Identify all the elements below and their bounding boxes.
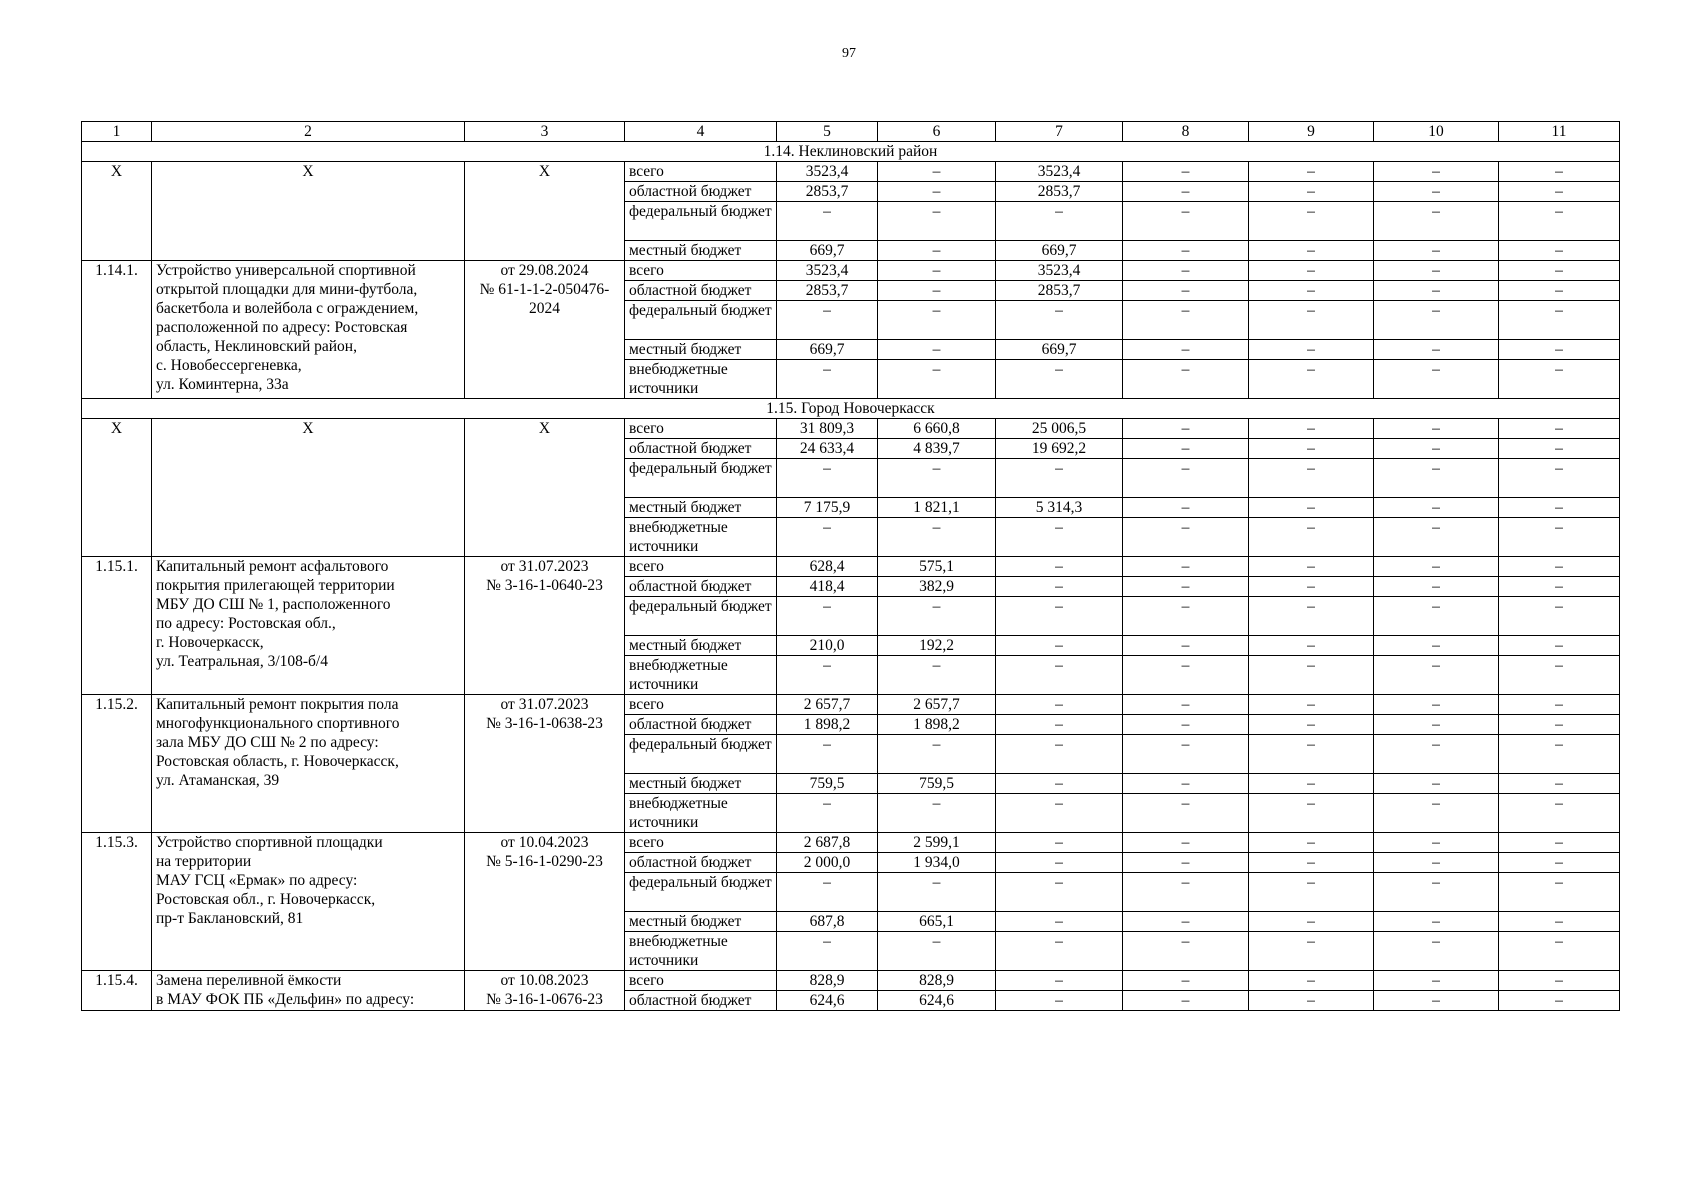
funding-source-label: местный бюджет	[625, 241, 777, 261]
amount-cell: –	[1123, 774, 1249, 794]
funding-source-label: внебюджетные источники	[625, 518, 777, 557]
amount-cell: –	[996, 597, 1123, 636]
amount-cell: 2853,7	[996, 281, 1123, 301]
amount-cell: –	[878, 241, 996, 261]
amount-cell: –	[1374, 873, 1499, 912]
amount-cell: –	[777, 597, 878, 636]
amount-cell: –	[1249, 241, 1374, 261]
amount-cell: –	[878, 597, 996, 636]
amount-cell: –	[1374, 971, 1499, 991]
amount-cell: 7 175,9	[777, 498, 878, 518]
amount-cell: –	[777, 794, 878, 833]
item-description: Устройство спортивной площадки на территории МАУ ГСЦ «Ермак» по адресу: Ростовская обл., г. Новочеркасск, пр-т Баклановский, 81	[152, 833, 465, 971]
amount-cell: –	[1499, 202, 1620, 241]
item-description: Капитальный ремонт асфальтового покрытия прилегающей территории МБУ ДО СШ № 1, расположенного по адресу: Ростовская обл., г. Новочеркасск, ул. Театральная, 3/108-б/4	[152, 557, 465, 695]
amount-cell: –	[1123, 873, 1249, 912]
amount-cell: 687,8	[777, 912, 878, 932]
amount-cell: –	[996, 301, 1123, 340]
funding-source-label: всего	[625, 419, 777, 439]
funding-source-label: внебюджетные источники	[625, 656, 777, 695]
amount-cell: 3523,4	[996, 162, 1123, 182]
amount-cell: –	[1374, 518, 1499, 557]
amount-cell: –	[1499, 459, 1620, 498]
amount-cell: –	[1374, 597, 1499, 636]
amount-cell: –	[1499, 498, 1620, 518]
funding-source-label: федеральный бюджет	[625, 459, 777, 498]
amount-cell: –	[1249, 735, 1374, 774]
table-row	[82, 971, 1620, 991]
amount-cell: –	[1249, 459, 1374, 498]
amount-cell: –	[1249, 853, 1374, 873]
amount-cell: 2 657,7	[878, 695, 996, 715]
amount-cell: –	[1374, 991, 1499, 1011]
funding-source-label: федеральный бюджет	[625, 873, 777, 912]
amount-cell: –	[1249, 912, 1374, 932]
amount-cell: –	[1123, 241, 1249, 261]
table-row	[82, 833, 1620, 853]
amount-cell: 828,9	[777, 971, 878, 991]
amount-cell: –	[996, 695, 1123, 715]
amount-cell: 2 657,7	[777, 695, 878, 715]
amount-cell: –	[1499, 419, 1620, 439]
funding-source-label: внебюджетные источники	[625, 932, 777, 971]
amount-cell: –	[1249, 281, 1374, 301]
table-row	[82, 557, 1620, 577]
amount-cell: –	[1123, 656, 1249, 695]
amount-cell: 1 898,2	[878, 715, 996, 735]
column-header: 10	[1374, 122, 1499, 142]
funding-source-label: местный бюджет	[625, 636, 777, 656]
amount-cell: –	[1499, 261, 1620, 281]
amount-cell: –	[1123, 419, 1249, 439]
amount-cell: 24 633,4	[777, 439, 878, 459]
amount-cell: –	[1249, 439, 1374, 459]
amount-cell: –	[1123, 715, 1249, 735]
amount-cell: –	[878, 518, 996, 557]
column-header: 4	[625, 122, 777, 142]
amount-cell: –	[1374, 459, 1499, 498]
amount-cell: 2 687,8	[777, 833, 878, 853]
amount-cell: –	[1249, 991, 1374, 1011]
amount-cell: –	[1249, 597, 1374, 636]
item-description: Устройство универсальной спортивной открытой площадки для мини-футбола, баскетбола и волейбола с ограждением, расположенной по адресу: Ростовская область, Неклиновский район, с. Новобессергеневка, ул. Коминтерна, 33а	[152, 261, 465, 399]
amount-cell: –	[1374, 833, 1499, 853]
amount-cell: –	[1249, 202, 1374, 241]
item-number: Х	[82, 419, 152, 557]
amount-cell: –	[1499, 794, 1620, 833]
column-header: 8	[1123, 122, 1249, 142]
amount-cell: –	[777, 735, 878, 774]
amount-cell: –	[1123, 991, 1249, 1011]
amount-cell: –	[1249, 498, 1374, 518]
amount-cell: –	[1499, 873, 1620, 912]
funding-source-label: всего	[625, 557, 777, 577]
amount-cell: –	[1123, 735, 1249, 774]
funding-source-label: областной бюджет	[625, 853, 777, 873]
amount-cell: –	[1249, 636, 1374, 656]
amount-cell: 4 839,7	[878, 439, 996, 459]
amount-cell: 669,7	[996, 241, 1123, 261]
amount-cell: 3523,4	[996, 261, 1123, 281]
amount-cell: 759,5	[777, 774, 878, 794]
item-number: 1.15.4.	[82, 971, 152, 1011]
amount-cell: –	[1123, 498, 1249, 518]
amount-cell: –	[777, 459, 878, 498]
amount-cell: –	[1374, 695, 1499, 715]
amount-cell: –	[1374, 261, 1499, 281]
amount-cell: –	[1374, 715, 1499, 735]
amount-cell: –	[1374, 794, 1499, 833]
amount-cell: –	[878, 182, 996, 202]
amount-cell: –	[1374, 241, 1499, 261]
amount-cell: –	[1123, 162, 1249, 182]
column-header: 7	[996, 122, 1123, 142]
amount-cell: –	[878, 794, 996, 833]
amount-cell: –	[1249, 557, 1374, 577]
amount-cell: –	[996, 202, 1123, 241]
funding-source-label: областной бюджет	[625, 577, 777, 597]
amount-cell: –	[1123, 360, 1249, 399]
amount-cell: 210,0	[777, 636, 878, 656]
item-description: Замена переливной ёмкости в МАУ ФОК ПБ «Дельфин» по адресу:	[152, 971, 465, 1011]
funding-source-label: всего	[625, 261, 777, 281]
amount-cell: –	[1249, 301, 1374, 340]
amount-cell: 19 692,2	[996, 439, 1123, 459]
amount-cell: –	[1499, 340, 1620, 360]
funding-source-label: федеральный бюджет	[625, 202, 777, 241]
amount-cell: –	[996, 360, 1123, 399]
amount-cell: 828,9	[878, 971, 996, 991]
amount-cell: 25 006,5	[996, 419, 1123, 439]
amount-cell: –	[1499, 735, 1620, 774]
funding-source-label: всего	[625, 162, 777, 182]
amount-cell: 31 809,3	[777, 419, 878, 439]
item-description: Капитальный ремонт покрытия пола многофункционального спортивного зала МБУ ДО СШ № 2 по адресу: Ростовская область, г. Новочеркасск, ул. Атаманская, 39	[152, 695, 465, 833]
amount-cell: –	[777, 932, 878, 971]
amount-cell: –	[1123, 971, 1249, 991]
column-header: 6	[878, 122, 996, 142]
funding-source-label: областной бюджет	[625, 715, 777, 735]
column-header: 5	[777, 122, 878, 142]
amount-cell: –	[1249, 695, 1374, 715]
funding-source-label: всего	[625, 971, 777, 991]
amount-cell: 669,7	[996, 340, 1123, 360]
amount-cell: –	[1499, 991, 1620, 1011]
amount-cell: –	[777, 656, 878, 695]
amount-cell: 3523,4	[777, 261, 878, 281]
amount-cell: –	[1123, 202, 1249, 241]
funding-source-label: внебюджетные источники	[625, 794, 777, 833]
document-reference: от 10.08.2023 № 3-16-1-0676-23	[465, 971, 625, 1011]
amount-cell: 624,6	[878, 991, 996, 1011]
amount-cell: –	[777, 202, 878, 241]
amount-cell: 192,2	[878, 636, 996, 656]
amount-cell: –	[996, 735, 1123, 774]
amount-cell: –	[1123, 577, 1249, 597]
amount-cell: –	[1499, 636, 1620, 656]
amount-cell: –	[996, 774, 1123, 794]
amount-cell: –	[996, 991, 1123, 1011]
amount-cell: –	[1499, 971, 1620, 991]
amount-cell: –	[1499, 833, 1620, 853]
amount-cell: –	[1123, 636, 1249, 656]
amount-cell: –	[1123, 695, 1249, 715]
document-reference: от 31.07.2023 № 3-16-1-0640-23	[465, 557, 625, 695]
amount-cell: –	[1249, 182, 1374, 202]
amount-cell: –	[1499, 695, 1620, 715]
amount-cell: –	[1499, 853, 1620, 873]
amount-cell: –	[1249, 715, 1374, 735]
amount-cell: 2853,7	[777, 182, 878, 202]
amount-cell: 669,7	[777, 241, 878, 261]
amount-cell: 1 934,0	[878, 853, 996, 873]
amount-cell: –	[1249, 932, 1374, 971]
amount-cell: –	[1249, 656, 1374, 695]
amount-cell: –	[1249, 833, 1374, 853]
amount-cell: –	[1374, 853, 1499, 873]
amount-cell: –	[1374, 498, 1499, 518]
document-reference: от 10.04.2023 № 5-16-1-0290-23	[465, 833, 625, 971]
funding-source-label: федеральный бюджет	[625, 735, 777, 774]
amount-cell: –	[1123, 932, 1249, 971]
column-header: 1	[82, 122, 152, 142]
amount-cell: –	[1374, 636, 1499, 656]
amount-cell: –	[996, 636, 1123, 656]
funding-source-label: местный бюджет	[625, 498, 777, 518]
column-header: 2	[152, 122, 465, 142]
table-row	[82, 162, 1620, 182]
amount-cell: 669,7	[777, 340, 878, 360]
column-header: 9	[1249, 122, 1374, 142]
amount-cell: –	[1249, 774, 1374, 794]
amount-cell: –	[1123, 182, 1249, 202]
amount-cell: –	[1249, 971, 1374, 991]
table-row	[82, 261, 1620, 281]
amount-cell: –	[1374, 774, 1499, 794]
amount-cell: –	[878, 932, 996, 971]
amount-cell: –	[1374, 735, 1499, 774]
amount-cell: –	[1123, 518, 1249, 557]
amount-cell: –	[1123, 833, 1249, 853]
amount-cell: –	[1499, 518, 1620, 557]
amount-cell: –	[1123, 912, 1249, 932]
item-description: Х	[152, 162, 465, 261]
funding-source-label: местный бюджет	[625, 912, 777, 932]
funding-source-label: областной бюджет	[625, 991, 777, 1011]
amount-cell: –	[1374, 439, 1499, 459]
amount-cell: –	[878, 261, 996, 281]
amount-cell: –	[996, 912, 1123, 932]
amount-cell: –	[996, 459, 1123, 498]
amount-cell: –	[1123, 281, 1249, 301]
amount-cell: –	[1123, 301, 1249, 340]
funding-source-label: местный бюджет	[625, 774, 777, 794]
table-body	[82, 122, 1620, 1011]
amount-cell: –	[1249, 577, 1374, 597]
amount-cell: –	[1374, 281, 1499, 301]
amount-cell: 2 599,1	[878, 833, 996, 853]
amount-cell: –	[1123, 340, 1249, 360]
amount-cell: –	[878, 281, 996, 301]
amount-cell: 3523,4	[777, 162, 878, 182]
document-reference: Х	[465, 162, 625, 261]
amount-cell: –	[1374, 656, 1499, 695]
amount-cell: –	[1123, 459, 1249, 498]
funding-source-label: областной бюджет	[625, 182, 777, 202]
amount-cell: –	[1499, 715, 1620, 735]
amount-cell: –	[996, 932, 1123, 971]
amount-cell: –	[996, 715, 1123, 735]
funding-source-label: областной бюджет	[625, 439, 777, 459]
amount-cell: –	[1499, 656, 1620, 695]
amount-cell: –	[996, 794, 1123, 833]
amount-cell: –	[1249, 261, 1374, 281]
amount-cell: 575,1	[878, 557, 996, 577]
table-row	[82, 419, 1620, 439]
amount-cell: 2853,7	[996, 182, 1123, 202]
amount-cell: –	[1123, 557, 1249, 577]
amount-cell: 418,4	[777, 577, 878, 597]
amount-cell: –	[996, 833, 1123, 853]
amount-cell: –	[996, 577, 1123, 597]
amount-cell: –	[1499, 241, 1620, 261]
amount-cell: –	[777, 301, 878, 340]
amount-cell: –	[1374, 419, 1499, 439]
amount-cell: –	[1249, 794, 1374, 833]
amount-cell: –	[878, 162, 996, 182]
amount-cell: –	[1499, 182, 1620, 202]
amount-cell: 6 660,8	[878, 419, 996, 439]
amount-cell: –	[1499, 597, 1620, 636]
amount-cell: –	[1374, 301, 1499, 340]
column-number-row	[82, 122, 1620, 142]
item-number: 1.15.3.	[82, 833, 152, 971]
amount-cell: –	[1249, 873, 1374, 912]
amount-cell: –	[1374, 557, 1499, 577]
funding-source-label: всего	[625, 833, 777, 853]
amount-cell: 5 314,3	[996, 498, 1123, 518]
funding-source-label: федеральный бюджет	[625, 301, 777, 340]
amount-cell: 2853,7	[777, 281, 878, 301]
amount-cell: –	[878, 360, 996, 399]
amount-cell: –	[878, 340, 996, 360]
section-row	[82, 142, 1620, 162]
amount-cell: –	[878, 459, 996, 498]
amount-cell: 624,6	[777, 991, 878, 1011]
amount-cell: –	[1499, 557, 1620, 577]
amount-cell: –	[1499, 162, 1620, 182]
amount-cell: –	[1374, 182, 1499, 202]
funding-source-label: федеральный бюджет	[625, 597, 777, 636]
section-title: 1.14. Неклиновский район	[82, 142, 1620, 162]
amount-cell: 1 821,1	[878, 498, 996, 518]
funding-source-label: внебюджетные источники	[625, 360, 777, 399]
amount-cell: –	[996, 853, 1123, 873]
table-row	[82, 695, 1620, 715]
amount-cell: 759,5	[878, 774, 996, 794]
amount-cell: –	[1499, 912, 1620, 932]
amount-cell: –	[996, 518, 1123, 557]
amount-cell: –	[996, 873, 1123, 912]
funding-source-label: областной бюджет	[625, 281, 777, 301]
amount-cell: –	[1374, 912, 1499, 932]
item-number: 1.15.2.	[82, 695, 152, 833]
amount-cell: –	[1374, 340, 1499, 360]
funding-source-label: всего	[625, 695, 777, 715]
amount-cell: –	[1249, 162, 1374, 182]
amount-cell: –	[1374, 162, 1499, 182]
page-number: 97	[842, 46, 856, 61]
amount-cell: 2 000,0	[777, 853, 878, 873]
amount-cell: –	[777, 360, 878, 399]
amount-cell: –	[1123, 794, 1249, 833]
amount-cell: –	[1249, 360, 1374, 399]
amount-cell: –	[1374, 360, 1499, 399]
document-reference: от 29.08.2024 № 61-1-1-2-050476- 2024	[465, 261, 625, 399]
funding-table	[81, 121, 1620, 1011]
column-header: 11	[1499, 122, 1620, 142]
document-reference: от 31.07.2023 № 3-16-1-0638-23	[465, 695, 625, 833]
amount-cell: –	[777, 518, 878, 557]
amount-cell: –	[878, 301, 996, 340]
amount-cell: –	[1249, 340, 1374, 360]
amount-cell: 1 898,2	[777, 715, 878, 735]
amount-cell: 628,4	[777, 557, 878, 577]
item-number: 1.14.1.	[82, 261, 152, 399]
amount-cell: –	[1374, 932, 1499, 971]
amount-cell: –	[1499, 439, 1620, 459]
item-number: 1.15.1.	[82, 557, 152, 695]
amount-cell: –	[1123, 853, 1249, 873]
amount-cell: –	[1123, 597, 1249, 636]
amount-cell: –	[996, 557, 1123, 577]
amount-cell: –	[996, 656, 1123, 695]
amount-cell: –	[1499, 281, 1620, 301]
amount-cell: –	[878, 202, 996, 241]
amount-cell: –	[1499, 774, 1620, 794]
amount-cell: –	[878, 873, 996, 912]
amount-cell: –	[996, 971, 1123, 991]
column-header: 3	[465, 122, 625, 142]
amount-cell: –	[1249, 419, 1374, 439]
amount-cell: –	[1374, 202, 1499, 241]
amount-cell: –	[1123, 439, 1249, 459]
document-reference: Х	[465, 419, 625, 557]
amount-cell: –	[1499, 577, 1620, 597]
amount-cell: –	[777, 873, 878, 912]
amount-cell: 665,1	[878, 912, 996, 932]
section-title: 1.15. Город Новочеркасск	[82, 399, 1620, 419]
amount-cell: –	[878, 656, 996, 695]
item-description: Х	[152, 419, 465, 557]
amount-cell: –	[1123, 261, 1249, 281]
amount-cell: –	[878, 735, 996, 774]
amount-cell: –	[1499, 301, 1620, 340]
amount-cell: –	[1249, 518, 1374, 557]
amount-cell: –	[1374, 577, 1499, 597]
amount-cell: –	[1499, 932, 1620, 971]
amount-cell: 382,9	[878, 577, 996, 597]
section-row	[82, 399, 1620, 419]
funding-source-label: местный бюджет	[625, 340, 777, 360]
item-number: Х	[82, 162, 152, 261]
amount-cell: –	[1499, 360, 1620, 399]
